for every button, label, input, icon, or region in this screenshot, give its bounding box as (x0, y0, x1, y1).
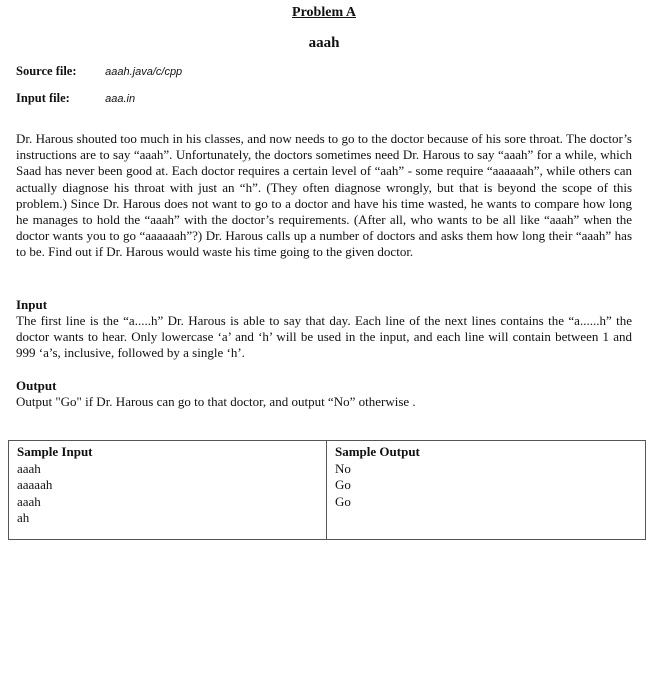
input-heading: Input (16, 297, 48, 312)
input-description: The first line is the “a.....h” Dr. Harous is able to say that day. Each line of the next lines contains the “a......h” the doctor wants to hear. Only lowercase ‘a’ and ‘h’ will be used in the input, and each line will contain between 1 and 999 ‘a’s, inclusive, followed by a single ‘h’. (16, 313, 632, 361)
problem-title: Problem A (292, 5, 356, 20)
source-file-row (16, 64, 182, 79)
sample-output-column (327, 441, 645, 539)
output-heading: Output (16, 378, 57, 393)
sample-output-line: Go (335, 493, 351, 509)
sample-input-line: aaaaah (17, 477, 53, 492)
sample-output-line: Go (335, 477, 351, 492)
source-file-value: aaah.java/c/cpp (105, 66, 183, 78)
sample-table (8, 440, 646, 540)
sample-input-line: aaah (17, 460, 41, 476)
problem-name: aaah (308, 35, 340, 51)
input-file-label: Input file: (16, 91, 70, 105)
input-file-row (16, 91, 135, 106)
sample-output-heading: Sample Output (335, 444, 420, 459)
output-description: Output "Go" if Dr. Harous can go to that doctor, and output “No” otherwise . (16, 394, 416, 409)
problem-statement: Dr. Harous shouted too much in his classes, and now needs to go to the doctor because of his sore throat. The doctor’s instructions are to say “aaah”. Unfortunately, the doctors sometimes need Dr. Harous to say “aaah” for a while, which Saad has never been good at. Each doctor requires a certain level of “aah” - some require “aaaaaah”, while others can actually diagnose his throat with just an “h”. (They often diagnose wrongly, but that is beyond the scope of this problem.) Since Dr. Harous does not want to go to a doctor and have his time wasted, he wants to compare how long he manages to hold the “aaah” with the doctor’s requirements. (After all, who wants to be all like “aaah” when the doctor wants you to go “aaaaaah”?) Dr. Harous calls up a number of doctors and asks them how long their “aaah” has to be. Find out if Dr. Harous would waste his time going to the given doctor. (16, 131, 632, 260)
sample-input-heading: Sample Input (17, 444, 93, 459)
sample-input-column (9, 441, 327, 539)
input-file-value: aaa.in (105, 93, 136, 105)
sample-input-line: aaah (17, 493, 41, 509)
source-file-label: Source file: (16, 64, 77, 78)
sample-input-line: ah (17, 510, 30, 525)
sample-output-line: No (335, 460, 351, 476)
